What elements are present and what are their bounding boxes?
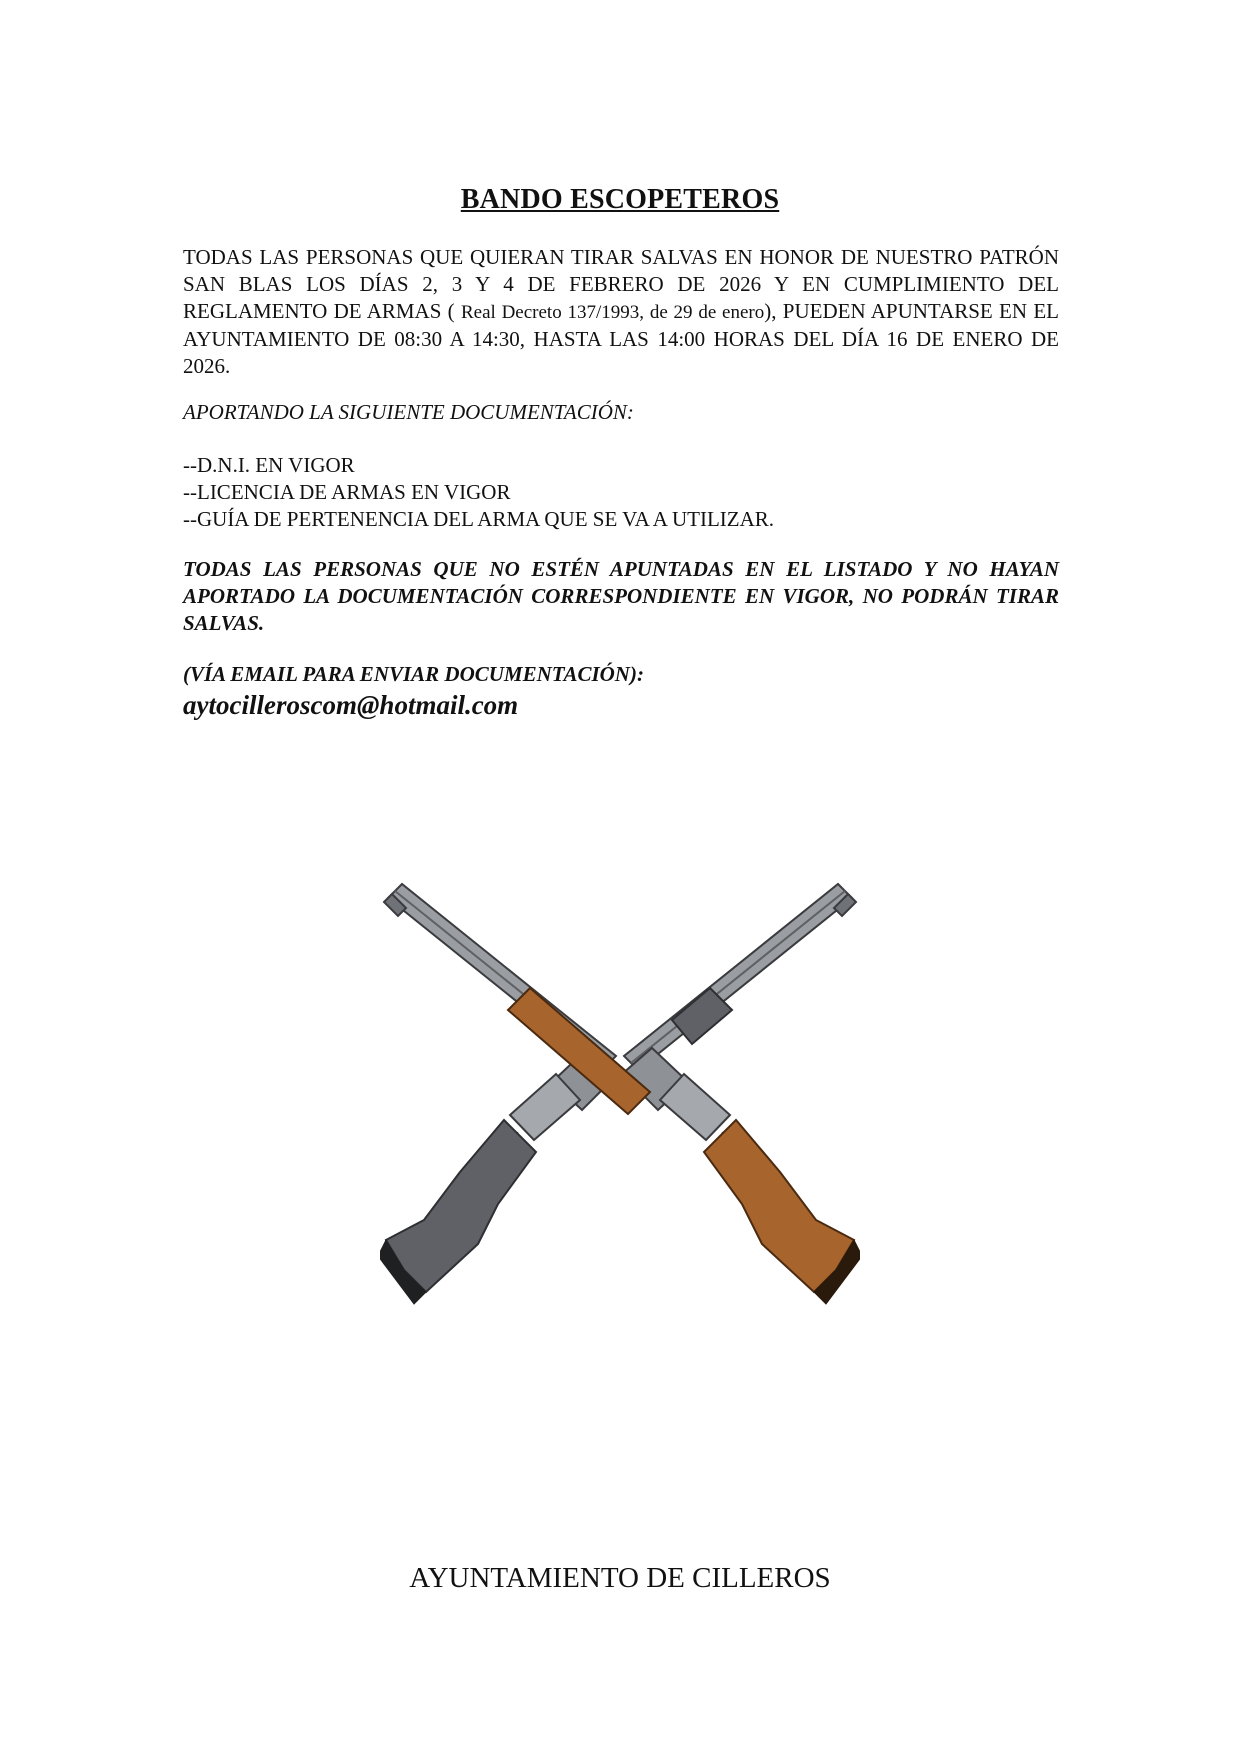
- email-heading: (VÍA EMAIL PARA ENVIAR DOCUMENTACIÓN):: [183, 662, 644, 686]
- requirement-item-dni: --D.N.I. EN VIGOR: [183, 453, 355, 477]
- requirement-item-ownership-guide: --GUÍA DE PERTENENCIA DEL ARMA QUE SE VA A UTILIZAR.: [183, 507, 775, 531]
- crossed-shotguns-icon: [380, 860, 860, 1360]
- requirement-item-license: --LICENCIA DE ARMAS EN VIGOR: [183, 480, 511, 504]
- requirements-list: [183, 452, 1059, 533]
- contact-email: aytocilleroscom@hotmail.com: [183, 690, 519, 720]
- intro-paragraph: [183, 244, 1059, 380]
- warning-paragraph: TODAS LAS PERSONAS QUE NO ESTÉN APUNTADAS EN EL LISTADO Y NO HAYAN APORTADO LA DOCUMENTACIÓN CORRESPONDIENTE EN VIGOR, NO PODRÁN TIRAR SALVAS.: [183, 557, 1059, 635]
- documentation-heading: APORTANDO LA SIGUIENTE DOCUMENTACIÓN:: [183, 400, 634, 424]
- intro-text-part1: TODAS LAS PERSONAS QUE QUIERAN TIRAR SALVAS EN HONOR DE NUESTRO PATRÓN SAN BLAS LOS DÍAS 2, 3 Y 4 DE FEBRERO DE 2026 Y EN CUMPLIMIENTO DEL REGLAMENTO DE ARMAS (: [183, 245, 1059, 323]
- intro-decree-reference: Real Decreto 137/1993, de 29 de enero: [460, 302, 765, 323]
- footer-issuer: AYUNTAMIENTO DE CILLEROS: [409, 1562, 831, 1594]
- gray-shotgun-icon: [380, 884, 618, 1304]
- wooden-shotgun-icon: [622, 884, 860, 1304]
- page-title: BANDO ESCOPETEROS: [460, 184, 780, 215]
- intro-text-part2: ), PUEDEN APUNTARSE EN EL AYUNTAMIENTO DE 08:30 A 14:30, HASTA LAS 14:00 HORAS DEL DÍA 16 DE ENERO DE 2026.: [183, 299, 1059, 378]
